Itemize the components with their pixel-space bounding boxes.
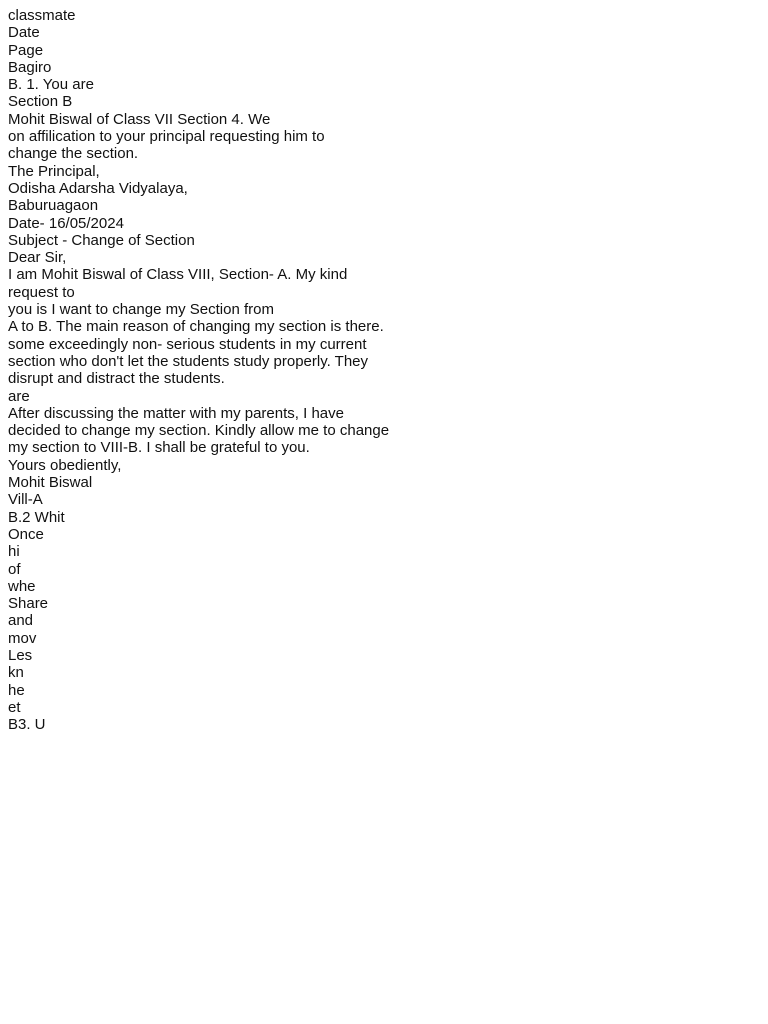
letter-body-line: section who don't let the students study properly. They [8, 352, 369, 370]
letter-body-line: are [8, 387, 30, 405]
text-line: Bagiro [8, 58, 52, 76]
letter-body-line: some exceedingly non- serious students in my current [8, 335, 367, 353]
section-heading: Section B [8, 93, 73, 111]
letter-body-line: my section to VIII-B. I shall be grateful to you. [8, 439, 310, 457]
recipient-title: The Principal, [8, 162, 100, 180]
letter-signature-name: Mohit Biswal [8, 474, 93, 492]
letter-body-line: decided to change my section. Kindly allow me to change [8, 422, 390, 440]
text-fragment: Les [8, 646, 33, 664]
letter-body-line: After discussing the matter with my parents, I have [8, 404, 344, 422]
text-fragment: whe [8, 577, 36, 595]
letter-signature-class: Vill-A [8, 491, 43, 509]
letter-body-line: A to B. The main reason of changing my section is there. [8, 318, 384, 336]
text-fragment: et [8, 698, 21, 716]
letter-salutation: Dear Sir, [8, 249, 67, 267]
text-fragment: mov [8, 629, 37, 647]
question-text: change the section. [8, 145, 139, 163]
question-number: B3. U [8, 716, 46, 734]
question-number: B. 1. You are [8, 76, 94, 94]
letter-body-line: I am Mohit Biswal of Class VIII, Section- A. My kind [8, 266, 348, 284]
letter-body-line: you is I want to change my Section from [8, 301, 274, 319]
page-field-label: Page [8, 41, 44, 59]
text-fragment: hi [8, 543, 20, 561]
letter-closing: Yours obediently, [8, 456, 122, 474]
notebook-brand: classmate [8, 7, 76, 24]
date-field-label: Date [8, 24, 40, 42]
letter-subject: Subject - Change of Section [8, 231, 195, 249]
text-fragment: he [8, 681, 25, 699]
text-fragment: kn [8, 664, 24, 682]
text-fragment: of [8, 560, 21, 578]
transcribed-text-page [8, 7, 758, 733]
question-text: on affilication to your principal requesting him to [8, 128, 325, 146]
letter-body-line: request to [8, 283, 75, 301]
question-number: B.2 Whit [8, 508, 65, 526]
text-fragment: Once [8, 525, 44, 543]
letter-body-line: disrupt and distract the students. [8, 370, 225, 388]
letter-date: Date- 16/05/2024 [8, 214, 124, 232]
recipient-place: Baburuagaon [8, 197, 99, 215]
recipient-school: Odisha Adarsha Vidyalaya, [8, 179, 188, 197]
text-fragment: and [8, 612, 34, 630]
question-text: Mohit Biswal of Class VII Section 4. We [8, 110, 271, 128]
text-fragment: Share [8, 595, 49, 613]
